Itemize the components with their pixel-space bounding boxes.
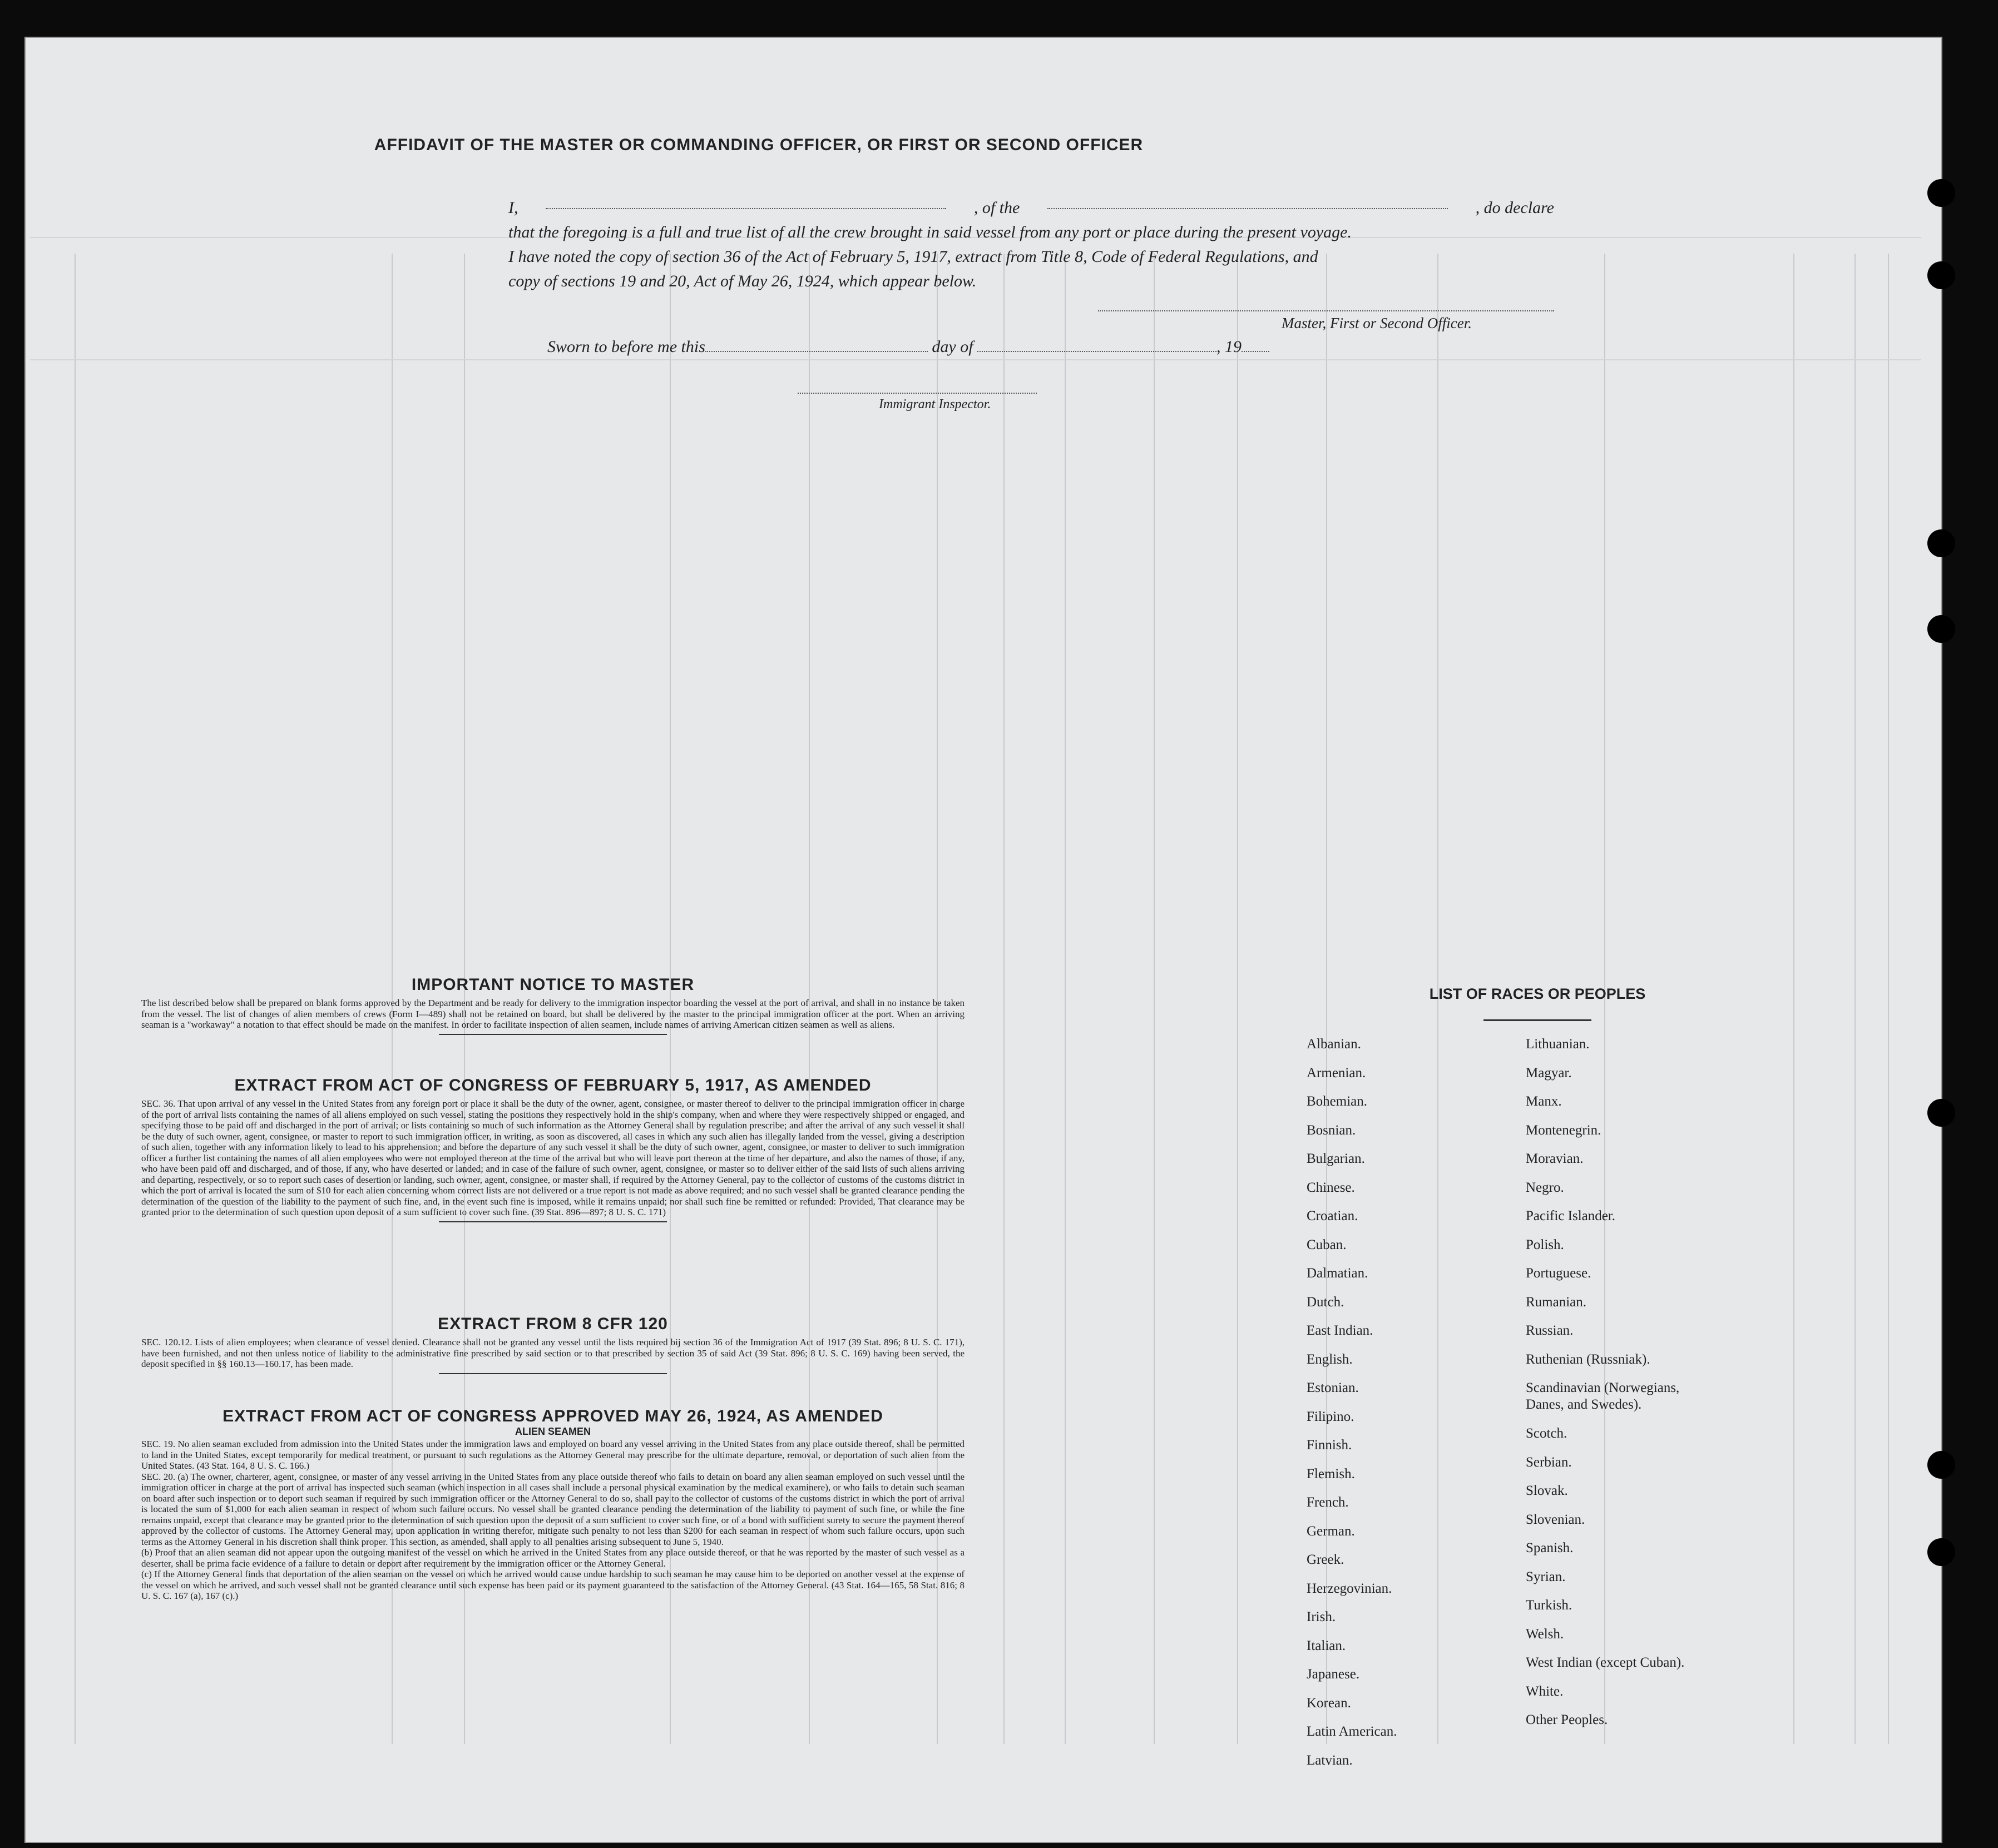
inspector-signature-blank — [798, 393, 1037, 394]
race-item: Herzegovinian. — [1307, 1581, 1392, 1596]
race-item: Korean. — [1307, 1695, 1351, 1711]
race-item: West Indian (except Cuban). — [1526, 1655, 1685, 1670]
column-rule — [1003, 254, 1005, 1744]
race-item: Cuban. — [1307, 1237, 1347, 1252]
cfr-heading: EXTRACT FROM 8 CFR 120 — [438, 1315, 668, 1333]
race-item: Spanish. — [1526, 1540, 1574, 1555]
binder-hole — [1927, 1538, 1955, 1566]
race-item: Lithuanian. — [1526, 1037, 1590, 1052]
race-item: Polish. — [1526, 1237, 1564, 1252]
race-item: Latin American. — [1307, 1724, 1397, 1739]
race-item: Russian. — [1526, 1323, 1574, 1338]
column-rule — [1065, 254, 1066, 1744]
act-1924-heading: EXTRACT FROM ACT OF CONGRESS APPROVED MAY 26, 1924, AS AMENDED — [222, 1407, 883, 1425]
day-of-label: day of — [932, 338, 973, 356]
race-item: Moravian. — [1526, 1151, 1584, 1166]
race-item: Scandinavian (Norwegians, Danes, and Swedes). — [1526, 1380, 1680, 1412]
race-item: Bulgarian. — [1307, 1151, 1365, 1166]
race-item: Serbian. — [1526, 1454, 1572, 1470]
binder-hole — [1927, 529, 1955, 557]
name-blank — [546, 196, 946, 209]
race-item: Japanese. — [1307, 1667, 1360, 1682]
affidavit-declaration — [508, 196, 1554, 294]
do-declare-label: , do declare — [1475, 199, 1554, 217]
column-rule — [1237, 254, 1238, 1744]
race-item: Albanian. — [1307, 1037, 1361, 1052]
race-item: Other Peoples. — [1526, 1712, 1608, 1727]
sec20b-text: (b) Proof that an alien seaman did not appear upon the outgoing manifest of the vessel on which he arrived in the United States from any place outside thereof, or that he was reported by the master of such vessel as a deserter, shall be prima facie evidence of a failure to detain or deport after requirement by the immigration officer or the Attorney General. — [141, 1547, 965, 1569]
day-blank — [705, 339, 928, 352]
column-rule — [1854, 254, 1856, 1744]
column-rule — [1888, 254, 1889, 1744]
declaration-text: copy of sections 19 and 20, Act of May 26, 1924, which appear below. — [508, 272, 977, 290]
race-item: Bosnian. — [1307, 1122, 1356, 1138]
races-title: LIST OF RACES OR PEOPLES — [1429, 985, 1646, 1002]
i-label: I, — [508, 199, 518, 217]
act-1917-text: SEC. 36. That upon arrival of any vessel in the United States from any foreign port or place it shall be the duty of the owner, agent, consignee, or master thereof to deliver to the principal immigration officer in charge of the port of arrival lists containing the names of all aliens employed on such vessel, stating the positions they respectively hold in the ship's company, when and where they were respectively shipped or engaged, and specifying those to be paid off and discharged in the port of arrival; or lists containing so much of such information as the Attorney General shall by regulation prescribe; and after the arrival of any such vessel it shall be the duty of such owner, agent, consignee, or master to report to such immigration officer, in writing, as soon as discovered, all cases in which any such alien has illegally landed from the vessel, giving a description of such alien, together with any information likely to lead to his apprehension; and before the departure of any such vessel it shall be the duty of such owner, agent, consignee, or master to deliver to such immigration officer a further list containing the names of all alien employees who were not employed thereon at the time of the arrival but who will leave port thereon at the time of her departure, and also the names of those, if any, who have been paid off and discharged, and of those, if any, who have deserted or landed; and in case of the failure of such owner, agent, consignee, or master so to deliver either of the said lists of such aliens arriving and departing, respectively, or so to report such cases of desertion or landing, such owner, agent, consignee, or master shall, if required by the Attorney General, pay to the collector of customs of the customs district in which the port of arrival is located the sum of $10 for each alien concerning whom correct lists are not delivered or a true report is not made as above required; and no such vessel shall be granted clearance pending the determination of the question of the liability to the payment of such fine, and, in the event such fine is imposed, while it remains unpaid; nor shall such fine be remitted or refunded: Provided, That clearance may be granted prior to the determination of such question upon deposit of a sum sufficient to cover such fine. (39 Stat. 896—897; 8 U. S. C. 171) — [141, 1098, 965, 1217]
affidavit-title: AFFIDAVIT OF THE MASTER OR COMMANDING OFFICER, OR FIRST OR SECOND OFFICER — [374, 136, 1144, 154]
races-underline — [1483, 1019, 1591, 1021]
races-left-column — [1307, 1036, 1397, 1781]
race-item: Negro. — [1526, 1180, 1564, 1195]
race-item: Slovak. — [1526, 1483, 1568, 1498]
alien-seamen-subheading: ALIEN SEAMEN — [515, 1426, 591, 1437]
binder-hole — [1927, 615, 1955, 643]
race-item: Latvian. — [1307, 1752, 1353, 1768]
race-item: White. — [1526, 1683, 1564, 1699]
race-item: Slovenian. — [1526, 1512, 1585, 1527]
race-item: Montenegrin. — [1526, 1122, 1601, 1138]
act-1917-section — [141, 1076, 965, 1222]
column-rule — [1154, 254, 1155, 1744]
race-item: Magyar. — [1526, 1065, 1572, 1081]
declaration-text: that the foregoing is a full and true list of all the crew brought in said vessel from any port or place during the present voyage. — [508, 223, 1352, 241]
sworn-line — [547, 338, 1269, 356]
race-item: Dutch. — [1307, 1294, 1344, 1310]
sec20c-text: (c) If the Attorney General finds that deportation of the alien seaman on the vessel on which he arrived would cause undue hardship to such seaman he may cause him to be deported on another vessel at the expense of the vessel on which he arrived, and such vessel shall not be granted clearance until such expense has been paid or its payment guaranteed to the satisfaction of the Attorney General. (43 Stat. 164—165, 58 Stat. 816; 8 U. S. C. 167 (a), 167 (c).) — [141, 1569, 965, 1601]
race-item: Bohemian. — [1307, 1094, 1368, 1109]
section-divider — [439, 1034, 667, 1035]
officer-label: Master, First or Second Officer. — [1282, 315, 1472, 331]
of-the-label: , of the — [973, 199, 1020, 217]
race-item: Scotch. — [1526, 1426, 1567, 1441]
race-item: Syrian. — [1526, 1569, 1566, 1584]
act-1917-heading: EXTRACT FROM ACT OF CONGRESS OF FEBRUARY 5, 1917, AS AMENDED — [234, 1076, 872, 1094]
race-item: Estonian. — [1307, 1380, 1359, 1395]
sworn-label: Sworn to before me this — [547, 338, 705, 356]
month-blank — [977, 339, 1216, 352]
race-item: English. — [1307, 1351, 1353, 1367]
race-item: Finnish. — [1307, 1438, 1352, 1453]
race-item: Irish. — [1307, 1609, 1336, 1624]
race-item: Ruthenian (Russniak). — [1526, 1351, 1650, 1367]
race-item: French. — [1307, 1495, 1349, 1510]
notice-section — [141, 975, 965, 1035]
race-item: Manx. — [1526, 1094, 1562, 1109]
vessel-blank — [1047, 196, 1448, 209]
race-item: Flemish. — [1307, 1466, 1355, 1482]
cfr-section — [141, 1315, 965, 1374]
race-item: Greek. — [1307, 1552, 1344, 1567]
race-item: German. — [1307, 1523, 1355, 1539]
race-item: Welsh. — [1526, 1626, 1564, 1642]
race-item: Portuguese. — [1526, 1266, 1591, 1281]
notice-heading: IMPORTANT NOTICE TO MASTER — [411, 975, 695, 994]
races-right-column — [1526, 1036, 1684, 1741]
year-prefix: , 19 — [1216, 338, 1242, 356]
cfr-text: SEC. 120.12. Lists of alien employees; when clearance of vessel denied. Clearance shall not be granted any vessel until the lists required bij section 36 of the Immigration Act of 1917 (39 Stat. 896; 8 U. S. C. 171), have been furnished, and not then unless notice of liability to the administrative fine prescribed by said section or to that prescribed by section 35 of said Act (39 Stat. 896; 8 U. S. C. 169) having been served, the deposit specified in §§ 160.13—160.17, has been made. — [141, 1337, 965, 1369]
section-divider — [439, 1221, 667, 1222]
notice-text: The list described below shall be prepared on blank forms approved by the Department and be ready for delivery to the immigration inspector boarding the vessel at the port of arrival, and shall in no instance be taken from the vessel. The list of changes of alien members of crews (Form I—489) shall not be retained on board, but shall be delivered by the master to the principal immigration officer at the port. When an arriving seaman is a "workaway" a notation to that effect should be made on the manifest. In order to facilitate inspection of alien seamen, include names of arriving American citizen seamen as well as aliens. — [141, 998, 965, 1030]
binder-hole — [1927, 1451, 1955, 1479]
binder-hole — [1927, 1099, 1955, 1127]
year-blank — [1242, 339, 1269, 352]
section-divider — [439, 1373, 667, 1374]
race-item: Filipino. — [1307, 1409, 1354, 1424]
document-page — [24, 37, 1942, 1843]
race-item: Rumanian. — [1526, 1294, 1587, 1310]
sec20a-text: SEC. 20. (a) The owner, charterer, agent, consignee, or master of any vessel arriving in the United States from any place outside thereof who fails to detain on board any alien seaman employed on such vessel until the immigration officer in charge at the port of arrival has inspected such seaman (which inspection in all cases shall include a personal physical examination by the medical examinere), or who fails to detain such seaman on board after such inspection or to deport such seaman if required by such immigration officer or the Attorney General to do so, shall pay to the collector of customs of the customs district in which the port of arrival is located the sum of $1,000 for each alien seaman in respect of whom such failure occurs. No vessel shall be granted clearance pending the determination of the liability to payment of such fine, or while the fine remains unpaid, except that clearance may be granted prior to the determination of such question upon the deposit of a sum sufficient to cover such fine, or of a bond with sufficient surety to secure the payment thereof approved by the collector of customs. The Attorney General may, upon application in writing therefor, mitigate such penalty to not less than $200 for each seaman in respect of whom such failure occurs, upon such terms as the Attorney General in his discretion shall think proper. This section, as amended, shall apply to all penalties arising subsequent to June 5, 1940. — [141, 1471, 965, 1547]
act-1924-section — [141, 1407, 965, 1602]
column-rule — [75, 254, 76, 1744]
binder-hole — [1927, 179, 1955, 207]
declaration-text: I have noted the copy of section 36 of the Act of February 5, 1917, extract from Title 8, Code of Federal Regulations, and — [508, 247, 1318, 266]
race-item: Italian. — [1307, 1638, 1346, 1653]
declaration-line — [508, 196, 1554, 220]
header-rule — [30, 359, 1921, 360]
race-item: East Indian. — [1307, 1323, 1373, 1338]
race-item: Pacific Islander. — [1526, 1208, 1616, 1223]
officer-signature-blank — [1098, 310, 1554, 311]
race-item: Chinese. — [1307, 1180, 1355, 1195]
inspector-label: Immigrant Inspector. — [879, 397, 991, 412]
binder-hole — [1927, 261, 1955, 289]
sec19-text: SEC. 19. No alien seaman excluded from admission into the United States under the immigration laws and employed on board any vessel arriving in the United States from any place outside thereof, shall be permitted to land in the United States, except temporarily for medical treatment, or pursuant to such regulations as the Attorney General may prescribe for the ultimate departure, removal, or deportation of such alien from the United States. (43 Stat. 164, 8 U. S. C. 166.) — [141, 1439, 965, 1471]
column-rule — [1793, 254, 1794, 1744]
race-item: Armenian. — [1307, 1065, 1366, 1081]
race-item: Croatian. — [1307, 1208, 1358, 1223]
race-item: Turkish. — [1526, 1598, 1572, 1613]
race-item: Dalmatian. — [1307, 1266, 1368, 1281]
